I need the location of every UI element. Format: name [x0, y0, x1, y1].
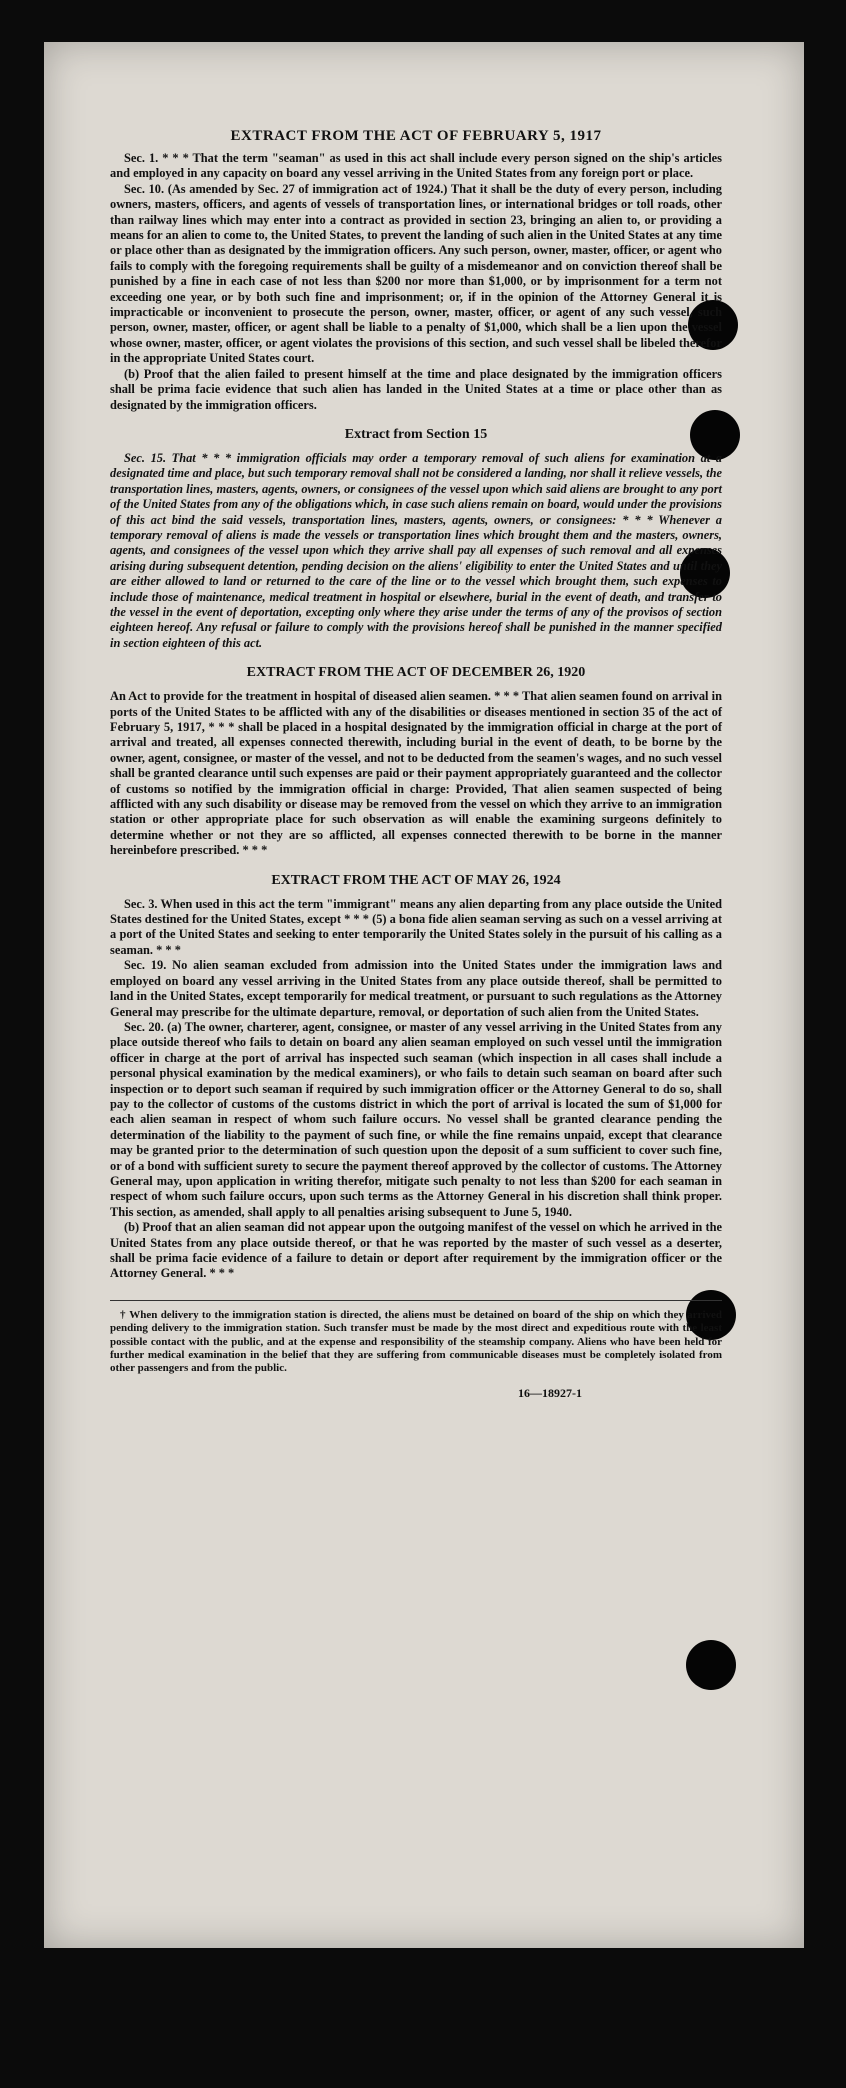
heading-act-1924: EXTRACT FROM THE ACT OF MAY 26, 1924 [271, 872, 561, 888]
paragraph-sec-19: Sec. 19. No alien seaman excluded from admission into the United States under the immigration laws and employed on board any vessel arriving in the United States from any place outside thereof, shall be permitted to land in the United States, except temporarily for medical treatment, or pursuant to such regulations as the Attorney General may prescribe for the ultimate departure, removal, or deportation of such alien from the United States. [110, 958, 722, 1019]
form-number: 16—18927-1 [518, 1385, 582, 1400]
paragraph-sec-20: Sec. 20. (a) The owner, charterer, agent, consignee, or master of any vessel arriving in the United States from any place outside thereof who fails to detain on board any alien seaman employed on such vessel until the immigration officer in charge at the port of arrival has inspected such seaman (which inspection in all cases shall include a personal physical examination by the medical examiners), or who fails to detain such seaman on board after such inspection or to deport such seaman if required by such immigration officer or the Attorney General to do so, shall pay to the collector of customs of the customs district in which the port of arrival is located the sum of $1,000 for each alien seaman in respect of whom such failure occurs. No vessel shall be granted clearance pending the determination of the liability to the payment of such fine, or while the fine remains unpaid, except that clearance may be granted prior to the determination of such question upon the deposit of a sum sufficient to cover such fine, or of a bond with sufficient surety to secure the payment thereof approved by the collector of customs. The Attorney General may, upon application in writing therefor, mitigate such penalty to not less than $200 for each seaman in respect of whom such failure occurs, upon such terms as the Attorney General in his discretion shall think proper. This section, as amended, shall apply to all penalties arising subsequent to June 5, 1940. [110, 1019, 722, 1219]
paragraph-sec-3: Sec. 3. When used in this act the term "immigrant" means any alien departing from any place outside the United States destined for the United States, except * * * (5) a bona fide alien seaman serving as such on a vessel arriving at a port of the United States and seeking to enter temporarily the United States solely in the pursuit of his calling as a seaman. * * * [110, 896, 722, 957]
paragraph-sec-10b: (b) Proof that the alien failed to present himself at the time and place designated by the immigration officers shall be prima facie evidence that such alien has landed in the United States at a time or place other than as designated by the immigration officers. [110, 366, 722, 412]
punch-hole [686, 1640, 736, 1690]
paragraph-sec-1: Sec. 1. * * * That the term "seaman" as used in this act shall include every person signed on the ship's articles and employed in any capacity on board any vessel arriving in the United States from any foreign port or place. [110, 151, 722, 181]
heading-section-15: Extract from Section 15 [344, 426, 488, 442]
heading-act-1917: EXTRACT FROM THE ACT OF FEBRUARY 5, 1917 [230, 128, 602, 144]
document-body [110, 128, 722, 1401]
paragraph-sec-15: Sec. 15. That * * * immigration officials may order a temporary removal of such aliens for examination at a designated time and place, but such temporary removal shall not be considered a landing, nor shall it relieve vessels, the transportation lines, masters, agents, owners, or consignees of the vessel upon which said aliens are brought to any port of the United States from any of the obligations which, in case such aliens remain on board, would under the provisions of this act bind the said vessels, transportation lines, masters, agents, owners, or consignees: * * * Whenever a temporary removal of aliens is made the vessels or transportation lines which brought them and the masters, owners, agents, and consignees of the vessel upon which they arrive shall pay all expenses of such removal and all expenses arising during subsequent detention, pending decision on the aliens' eligibility to enter the United States and until they are either allowed to land or returned to the care of the line or to the vessel which brought them, such expenses to include those of maintenance, medical treatment in hospital or elsewhere, burial in the event of death, and transfer to the vessel in the event of deportation, excepting only where they arise under the terms of any of the provisos of section eighteen hereof. Any refusal or failure to comply with the provisions hereof shall be punished in the manner specified in section eighteen of this act. [110, 450, 722, 650]
heading-act-1920: EXTRACT FROM THE ACT OF DECEMBER 26, 1920 [246, 665, 586, 681]
footnote [110, 1300, 722, 1376]
paragraph-act-1920: An Act to provide for the treatment in hospital of diseased alien seamen. * * * That alien seamen found on arrival in ports of the United States to be afflicted with any of the disabilities or diseases mentioned in section 35 of the act of February 5, 1917, * * * shall be placed in a hospital designated by the immigration official in charge at the port of arrival and treated, all expenses connected therewith, including burial in the event of death, to be borne by the owner, agent, consignee, or master of the vessel, and not to be deducted from the seamen's wages, and no such vessel shall be granted clearance until such expenses are paid or their payment appropriately guaranteed and the collector of customs so notified by the immigration official in charge: Provided, That alien seamen suspected of being afflicted with any such disability or disease may be removed from the vessel on which they arrive to an immigration station or other appropriate place for such observation as will enable the examining surgeons definitely to determine whether or not they are so afflicted, all expenses connected therewith to be borne in the manner hereinbefore prescribed. * * * [110, 689, 722, 858]
footnote-text: † When delivery to the immigration station is directed, the aliens must be detained on board of the ship on which they arrived pending delivery to the immigration station. Such transfer must be made by the most direct and expeditious route with the least possible contact with the public, and at the expense and responsibility of the steamship company. Aliens who have been held for further medical examination in the belief that they are suffering from communicable diseases must be completely isolated from other passengers and from the public. [110, 1308, 722, 1375]
paragraph-sec-20b: (b) Proof that an alien seaman did not appear upon the outgoing manifest of the vessel on which he arrived in the United States from any place outside thereof, or that he was reported by the master of such vessel as a deserter, shall be prima facie evidence of a failure to detain or deport after requirement by the immigration officer or the Attorney General. * * * [110, 1220, 722, 1281]
paragraph-sec-10: Sec. 10. (As amended by Sec. 27 of immigration act of 1924.) That it shall be the duty of every person, including owners, masters, officers, and agents of vessels of transportation lines, or international bridges or toll roads, other than railway lines which may enter into a contract as provided in section 23, bringing an alien to, or providing a means for an alien to come to, the United States, to prevent the landing of such alien in the United States at any time or place other than as designated by the immigration officers. Any such person, owner, master, officer, or agent who fails to comply with the foregoing requirements shall be guilty of a misdemeanor and on conviction thereof shall be punished by a fine in each case of not less than $200 nor more than $1,000, or by imprisonment for a term not exceeding one year, or by both such fine and imprisonment; or, if in the opinion of the Attorney General it is impracticable or inconvenient to prosecute the person, owner, master, officer, or agent of any such vessel, such person, owner, master, officer, or agent shall be liable to a penalty of $1,000, which shall be a lien upon the vessel whose owner, master, officer, or agent violates the provisions of this section, and such vessel shall be libeled therefor in the appropriate United States court. [110, 181, 722, 366]
